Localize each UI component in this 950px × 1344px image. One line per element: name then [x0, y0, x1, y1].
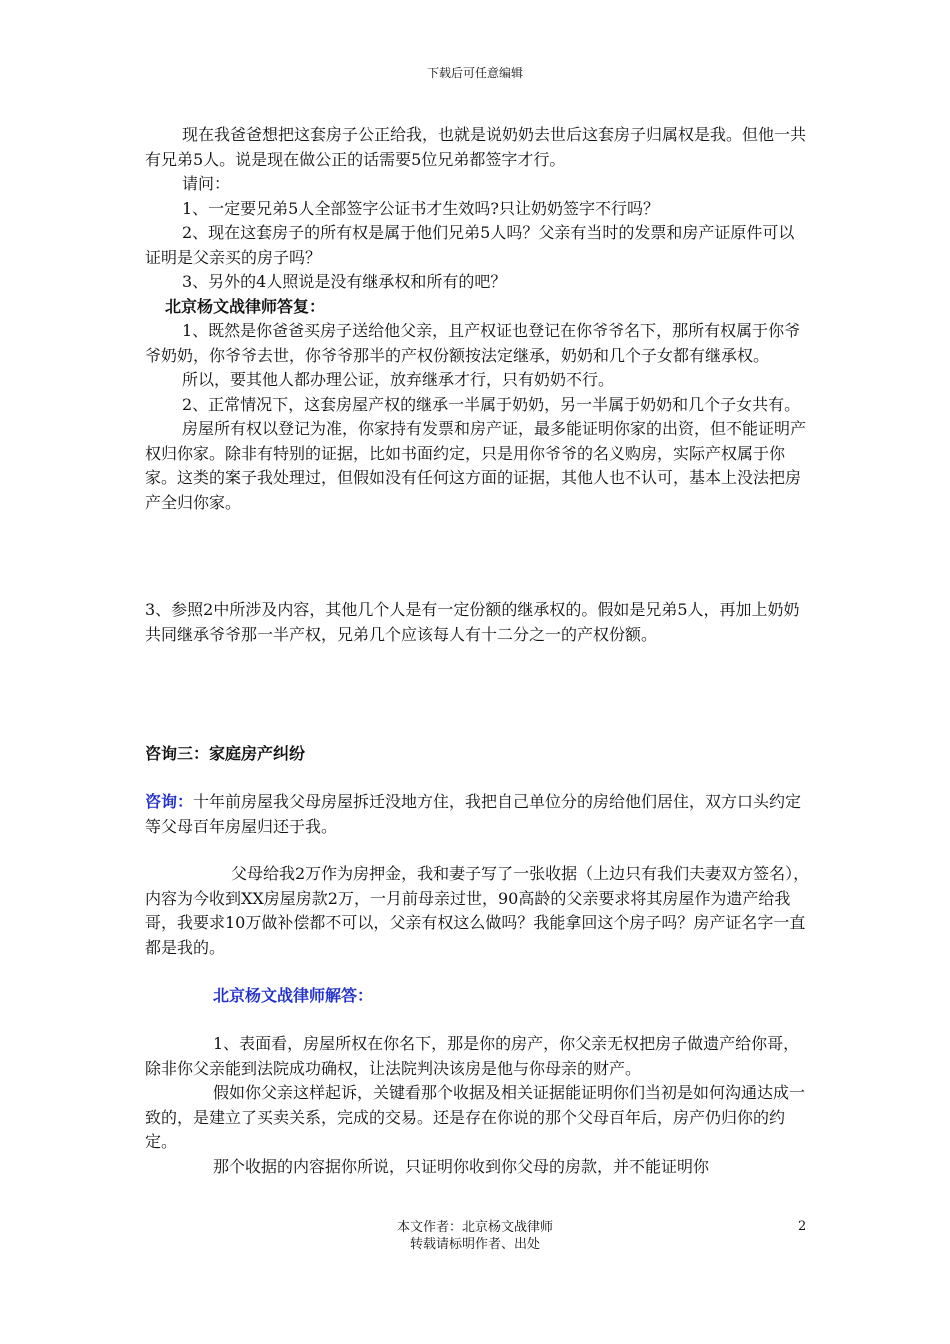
answer-block — [145, 1032, 810, 1179]
paragraph-answer-2: 2、正常情况下，这套房屋产权的继承一半属于奶奶，另一半属于奶奶和几个子女共有。 — [182, 394, 801, 414]
paragraph-answer-surface: 1、表面看，房屋所权在你名下，那是你的房产，你父亲无权把房子做遗产给你哥，除非你父亲能到法院成功确权，让法院判决该房是他与你母亲的财产。 — [145, 1034, 800, 1078]
paragraph-answer-lawsuit: 假如你父亲这样起诉，关键看那个收据及相关证据能证明你们当初是如何沟通达成一致的，是建立了买卖关系，完成的交易。还是存在你说的那个父母百年后，房产仍归你的约定。 — [145, 1083, 806, 1151]
paragraph-answer-receipt: 那个收据的内容据你所说，只证明你收到你父母的房款，并不能证明你 — [213, 1156, 710, 1176]
paragraph-answer-3: 3、参照2中所涉及内容，其他几个人是有一定份额的继承权的。假如是兄弟5人，再加上奶奶共同继承爷爷那一半产权，兄弟几个应该每人有十二分之一的产权份额。 — [145, 600, 800, 644]
page-number: 2 — [798, 1219, 807, 1234]
section-title-wrapper — [145, 742, 810, 767]
paragraph-question-2: 2、现在这套房子的所有权是属于他们兄弟5人吗？父亲有当时的发票和房产证原件可以证明是父亲买的房子吗？ — [145, 223, 795, 267]
consultation-text: 十年前房屋我父母房屋拆迁没地方住，我把自己单位分的房给他们居住，双方口头约定等父母百年房屋归还于我。 — [145, 792, 802, 836]
footer-author: 本文作者：北京杨文战律师 — [396, 1220, 553, 1235]
paragraph-consultation-detail: 父母给我2万作为房押金，我和妻子写了一张收据（上边只有我们夫妻双方签名），内容为今收到XX房屋房款2万，一月前母亲过世，90高龄的父亲要求将其房屋作为遗产给我哥，我要求10万做补偿都不可以，父亲有权这么做吗？我能拿回这个房子吗？房产证名字一直都是我的。 — [145, 864, 810, 957]
paragraph-answer-1: 1、既然是你爸爸买房子送给他父亲，且产权证也登记在你爷爷名下，那所有权属于你爷爷奶奶，你爷爷去世，你爷爷那半的产权份额按法定继承，奶奶和几个子女都有继承权。 — [145, 321, 801, 365]
paragraph-consultation — [145, 790, 810, 839]
paragraph-answer-2-detail: 房屋所有权以登记为准，你家持有发票和房产证，最多能证明你家的出资，但不能证明产权归你家。除非有特别的证据，比如书面约定，只是用你爷爷的名义购房，实际产权属于你家。这类的案子我处理过，但假如没有任何这方面的证据，其他人也不认可，基本上没法把房产全归你家。 — [145, 419, 807, 512]
consultation-detail-block — [145, 862, 810, 960]
paragraph-answer-1-conclusion: 所以，要其他人都办理公证，放弃继承才行，只有奶奶不行。 — [182, 370, 615, 389]
lawyer-reply-heading: 北京杨文战律师答复： — [165, 296, 326, 316]
lawyer-answer-heading-wrapper — [145, 984, 810, 1009]
document-body-part2 — [145, 598, 810, 647]
consultation-label: 咨询： — [145, 792, 194, 811]
paragraph-questions-label: 请问： — [182, 174, 231, 193]
paragraph-question-1: 1、一定要兄弟5人全部签字公证书才生效吗?只让奶奶签字不行吗？ — [182, 198, 659, 218]
page-header: 下载后可任意编辑 — [426, 66, 523, 80]
paragraph-request: 现在我爸爸想把这套房子公正给我，也就是说奶奶去世后这套房子归属权是我。但他一共有兄弟5人。说是现在做公正的话需要5位兄弟都签字才行。 — [145, 125, 807, 169]
consultation-block — [145, 790, 810, 839]
lawyer-answer-heading: 北京杨文战律师解答： — [213, 986, 374, 1005]
page-footer — [0, 1219, 950, 1253]
paragraph-question-3: 3、另外的4人照说是没有继承权和所有的吧？ — [182, 272, 507, 291]
document-body-part1 — [145, 123, 810, 515]
section-title: 咨询三：家庭房产纠纷 — [145, 744, 306, 763]
footer-notice: 转载请标明作者、出处 — [409, 1237, 540, 1252]
